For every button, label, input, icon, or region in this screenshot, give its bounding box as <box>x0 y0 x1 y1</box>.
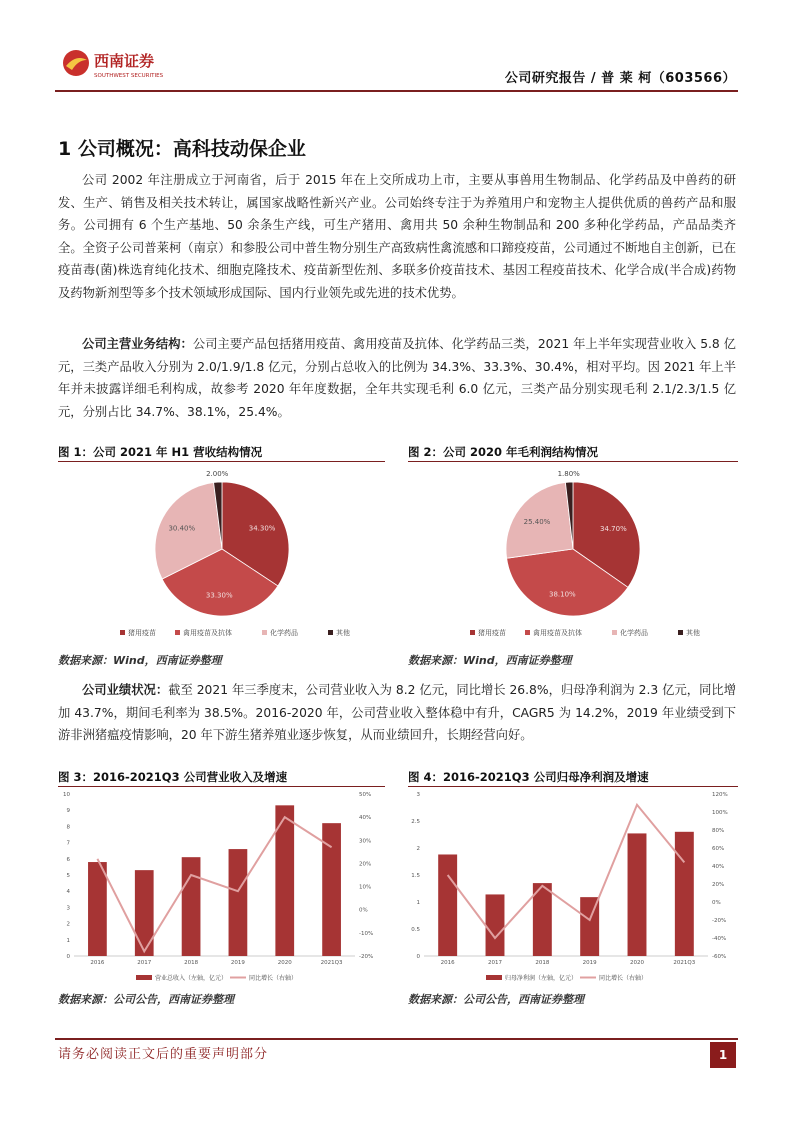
legend-label: 禽用疫苗及抗体 <box>533 629 582 637</box>
legend-label: 归母净利润（左轴，亿元） <box>505 975 578 982</box>
section-title: 1 公司概况：高科技动保企业 <box>58 138 306 160</box>
legend-swatch <box>486 975 502 980</box>
bar <box>229 849 248 956</box>
legend-label: 其他 <box>686 629 700 637</box>
y-right-tick-label: 20% <box>712 882 725 888</box>
fig2-pie-chart <box>408 463 738 648</box>
y-left-tick-label: 8 <box>66 824 70 831</box>
pie-data-label: 30.40% <box>168 524 196 533</box>
y-right-tick-label: 80% <box>712 828 725 834</box>
paragraph-body: 截至 2021 年三季度末，公司营业收入为 8.2 亿元，同比增长 26.8%，归母净利润为 2.3 亿元，同比增加 43.7%，期间毛利率为 38.5%。2016-2020 年，公司营业收入整体稳中有升，CAGR5 为 14.2%，2019 年业绩受到下游非洲猪瘟疫情影响，20 年下游生猪养殖业逐步恢复，从而业绩回升，长期经营向好。 <box>58 683 736 742</box>
x-tick-label: 2017 <box>137 960 152 966</box>
y-right-tick-label: 30% <box>359 838 372 845</box>
legend-swatch <box>328 630 333 635</box>
y-left-tick-label: 0.5 <box>411 927 420 933</box>
fig2-title: 图 2：公司 2020 年毛利润结构情况 <box>408 445 599 459</box>
fig4-combo-chart <box>408 788 738 988</box>
y-left-tick-label: 6 <box>66 856 70 863</box>
paragraph-body: 公司主要产品包括猪用疫苗、禽用疫苗及抗体、化学药品三类，2021 年上半年实现营业收入 5.8 亿元，三类产品收入分别为 2.0/1.9/1.8 亿元，分别占总收入的比例为 34.3%、33.3%、30.4%，相对平均。因 2021 年上半年并未披露详细毛利构成，故参考 2020 年年度数据，全年共实现毛利 6.0 亿元，三类产品分别实现毛利 2.1/2.3/1.5 亿元，分别占比 34.7%、38.1%，25.4%。 <box>58 337 736 419</box>
y-left-tick-label: 1.5 <box>411 873 420 879</box>
fig4-title: 图 4：2016-2021Q3 公司归母净利润及增速 <box>408 770 649 784</box>
x-tick-label: 2020 <box>277 960 292 966</box>
y-right-tick-label: 50% <box>359 792 372 798</box>
legend-label: 营业总收入（左轴，亿元） <box>155 975 228 982</box>
bar <box>135 870 154 956</box>
y-left-tick-label: 2 <box>66 921 70 928</box>
pie-data-label: 2.00% <box>206 470 229 479</box>
y-right-tick-label: 20% <box>359 861 372 868</box>
page-number: 1 <box>710 1042 736 1068</box>
y-left-tick-label: 1 <box>416 900 420 906</box>
legend-swatch <box>525 630 530 635</box>
fig3-source: 数据来源：公司公告，西南证券整理 <box>58 993 234 1006</box>
pie-data-label: 25.40% <box>523 518 551 527</box>
y-right-tick-label: 60% <box>712 846 725 852</box>
bar <box>88 862 107 956</box>
y-left-tick-label: 2 <box>416 846 420 852</box>
logo-en-text: SOUTHWEST SECURITIES <box>94 73 164 79</box>
footer-divider <box>55 1038 738 1040</box>
y-right-tick-label: 120% <box>712 792 728 798</box>
paragraph-lead: 公司业绩状况： <box>82 683 169 697</box>
x-tick-label: 2020 <box>630 960 644 966</box>
paragraph-lead: 公司主营业务结构： <box>82 337 193 351</box>
y-right-tick-label: -60% <box>712 954 727 960</box>
fig4-source: 数据来源：公司公告，西南证券整理 <box>408 993 584 1006</box>
footer-disclaimer: 请务必阅读正文后的重要声明部分 <box>58 1047 269 1062</box>
growth-line <box>448 805 685 938</box>
bar <box>182 857 201 956</box>
legend-swatch <box>175 630 180 635</box>
y-right-tick-label: -10% <box>359 930 374 937</box>
bar <box>628 833 647 956</box>
paragraph-company-overview: 公司 2002 年注册成立于河南省，后于 2015 年在上交所成功上市，主要从事兽用生物制品、化学药品及中兽药的研发、生产、销售及相关技术转让，属国家战略性新兴产业。公司始终专注于为养殖用户和宠物主人提供优质的兽药产品和服务。公司拥有 6 个生产基地、50 余条生产线，可生产猪用、禽用共 50 余种生物制品和 200 多种化学药品，产品品类齐全。全资子公司普莱柯（南京）和参股公司中普生物分别生产高致病性禽流感和口蹄疫疫苗，公司通过不断地自主创新，已在疫苗毒(菌)株选育纯化技术、细胞克隆技术、疫苗新型佐剂、多联多价疫苗技术、基因工程疫苗技术、化学合成(半合成)药物及药物新剂型等多个技术领域形成国际、国内行业领先或先进的技术优势。 <box>58 173 736 300</box>
y-right-tick-label: 0% <box>712 900 721 906</box>
y-left-tick-label: 4 <box>66 889 70 896</box>
y-left-tick-label: 9 <box>66 808 70 815</box>
header-divider <box>55 90 738 92</box>
y-right-tick-label: -20% <box>712 918 727 924</box>
fig1-pie-chart <box>58 463 385 648</box>
legend-swatch <box>678 630 683 635</box>
legend-swatch <box>136 975 152 980</box>
growth-line <box>97 817 331 951</box>
report-title: 公司研究报告 / 普 莱 柯（603566） <box>504 71 736 86</box>
y-left-tick-label: 5 <box>66 873 70 879</box>
y-left-tick-label: 7 <box>66 840 70 847</box>
fig3-combo-chart <box>58 788 385 988</box>
y-left-tick-label: 0 <box>66 954 70 960</box>
x-tick-label: 2021Q3 <box>673 960 696 966</box>
x-tick-label: 2021Q3 <box>320 960 343 966</box>
y-right-tick-label: 10% <box>359 884 372 891</box>
pie-data-label: 33.30% <box>205 591 233 600</box>
y-right-tick-label: 0% <box>359 907 368 914</box>
brand-logo <box>60 46 190 84</box>
y-left-tick-label: 2.5 <box>411 819 420 825</box>
x-tick-label: 2018 <box>184 960 199 966</box>
y-right-tick-label: 40% <box>359 815 372 822</box>
legend-label: 其他 <box>336 629 350 637</box>
paragraph-business-structure <box>58 333 736 423</box>
x-tick-label: 2019 <box>230 960 245 966</box>
y-left-tick-label: 3 <box>66 905 70 912</box>
logo-cn-text: 西南证券 <box>94 52 155 70</box>
bar <box>675 832 694 956</box>
fig1-source: 数据来源：Wind，西南证券整理 <box>58 654 222 667</box>
x-tick-label: 2016 <box>440 960 455 966</box>
paragraph-performance <box>58 679 736 747</box>
fig2-source: 数据来源：Wind，西南证券整理 <box>408 654 572 667</box>
legend-swatch <box>120 630 125 635</box>
y-left-tick-label: 0 <box>416 954 420 960</box>
pie-data-label: 1.80% <box>557 470 580 479</box>
legend-swatch <box>470 630 475 635</box>
y-right-tick-label: 100% <box>712 810 728 816</box>
y-left-tick-label: 10 <box>63 792 70 798</box>
legend-label: 禽用疫苗及抗体 <box>183 629 232 637</box>
x-tick-label: 2017 <box>488 960 502 966</box>
legend-label: 猪用疫苗 <box>478 629 506 637</box>
y-right-tick-label: -40% <box>712 936 727 942</box>
legend-swatch <box>262 630 267 635</box>
bar <box>486 894 505 956</box>
pie-data-label: 38.10% <box>549 590 576 599</box>
bar <box>438 854 457 956</box>
x-tick-label: 2019 <box>582 960 597 966</box>
pie-data-label: 34.70% <box>600 524 627 533</box>
legend-swatch <box>612 630 617 635</box>
pie-data-label: 34.30% <box>248 524 276 533</box>
y-right-tick-label: 40% <box>712 864 725 870</box>
x-tick-label: 2016 <box>90 960 105 966</box>
legend-label: 同比增长（右轴） <box>599 975 648 982</box>
legend-label: 化学药品 <box>270 629 298 637</box>
fig1-title: 图 1：公司 2021 年 H1 营收结构情况 <box>58 445 263 459</box>
legend-label: 同比增长（右轴） <box>249 975 298 982</box>
y-left-tick-label: 1 <box>66 937 70 944</box>
legend-label: 猪用疫苗 <box>128 629 156 637</box>
y-right-tick-label: -20% <box>359 954 374 960</box>
legend-label: 化学药品 <box>620 629 648 637</box>
y-left-tick-label: 3 <box>416 792 420 798</box>
fig3-title: 图 3：2016-2021Q3 公司营业收入及增速 <box>58 770 288 784</box>
x-tick-label: 2018 <box>535 960 550 966</box>
